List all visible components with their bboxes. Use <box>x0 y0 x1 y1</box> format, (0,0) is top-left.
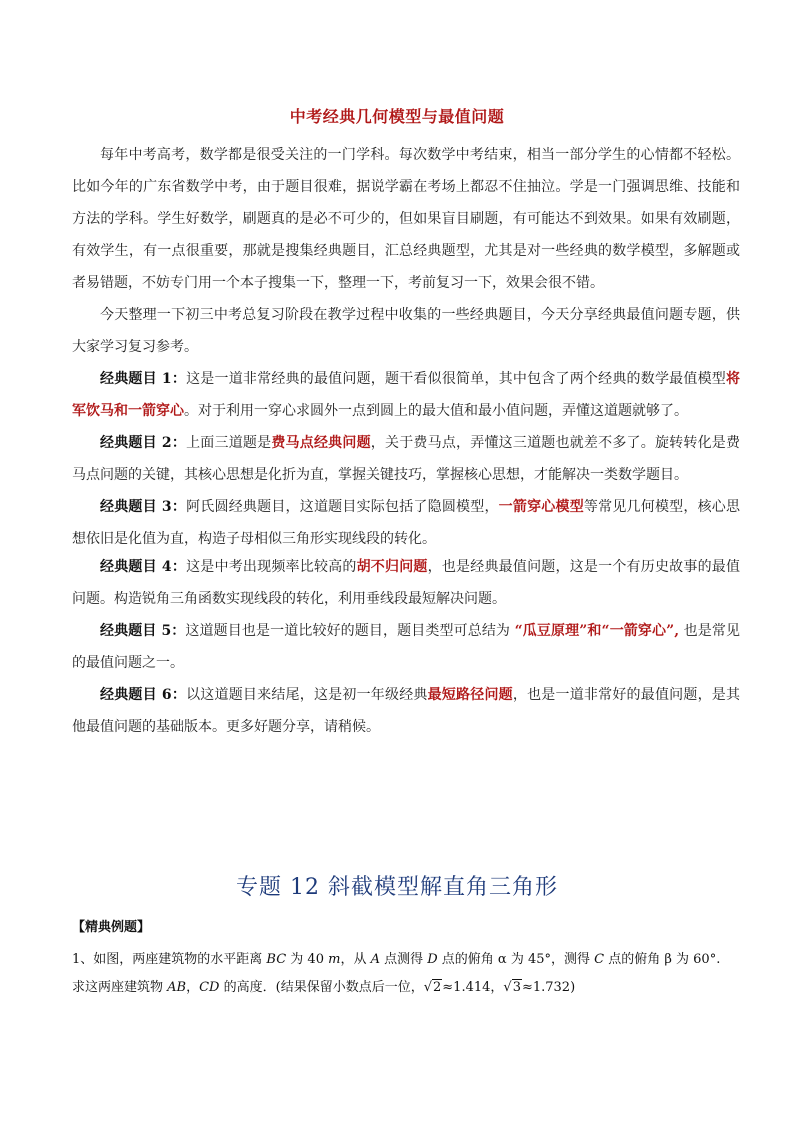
highlight-text: 费马点经典问题 <box>271 435 371 451</box>
item-label: 经典题目 2： <box>100 435 187 451</box>
classic-item-6: 经典题目 6：以这道题目来结尾，这是初一年级经典最短路径问题，也是一道非常好的最值问题，是其他最值问题的基础版本。更多好题分享，请稍候。 <box>72 687 740 735</box>
classic-item-4: 经典题目 4：这是中考出现频率比较高的胡不归问题，也是经典最值问题，这是一个有历史故事的最值问题。构造锐角三角函数实现线段的转化，利用垂线段最短解决问题。 <box>72 559 740 607</box>
intro-paragraph-2: 今天整理一下初三中考总复习阶段在教学过程中收集的一些经典题目，今天分享经典最值问题专题，供大家学习复习参考。 <box>72 307 740 355</box>
classic-item-5: 经典题目 5：这道题目也是一道比较好的题目，题目类型可总结为 “瓜豆原理”和“一箭穿心”, 也是常见的最值问题之一。 <box>72 623 741 671</box>
highlight-text: 将军饮马和一箭穿心 <box>72 371 740 419</box>
document-title: 中考经典几何模型与最值问题 <box>289 107 505 126</box>
highlight-text: 胡不归问题 <box>356 559 428 575</box>
item-label: 经典题目 5： <box>100 623 186 639</box>
question-line-2: 求这两座建筑物 AB，CD 的高度．(结果保留小数点后一位，√2≈1.414，√3≈1.732) <box>72 974 752 1002</box>
question-line-1: 1、如图，两座建筑物的水平距离 BC 为 40 m，从 A 点测得 D 点的俯角 α 为 45°，测得 C 点的俯角 β 为 60°. <box>72 952 721 967</box>
sqrt-3: √3 <box>503 980 521 995</box>
intro-paragraph: 每年中考高考，数学都是很受关注的一门学科。每次数学中考结束，相当一部分学生的心情都不轻松。比如今年的广东省数学中考，由于题目很难，据说学霸在考场上都忍不住抽泣。学是一门强调思维、技能和方法的学科。学生好数学，刷题真的是必不可少的，但如果盲目刷题，有可能达不到效果。如果有效刷题，有效学生，有一点很重要，那就是搜集经典题目，汇总经典题型，尤其是对一些经典的数学模型，多解题或者易错题，不妨专门用一个本子搜集一下，整理一下，考前复习一下，效果会很不错。 <box>72 147 740 291</box>
highlight-text: “瓜豆原理”和“一箭穿心”, <box>514 623 680 639</box>
section-title: 专题 12 斜截模型解直角三角形 <box>236 875 558 900</box>
item-label: 经典题目 3： <box>100 499 187 515</box>
item-label: 经典题目 1： <box>100 371 187 387</box>
example-tag: 【精典例题】 <box>72 920 151 935</box>
item-label: 经典题目 6： <box>100 687 187 703</box>
highlight-text: 最短路径问题 <box>427 687 513 703</box>
classic-item-2: 经典题目 2：上面三道题是费马点经典问题，关于费马点，弄懂这三道题也就差不多了。旋转转化是费马点问题的关键，其核心思想是化折为直，掌握关键技巧，掌握核心思想，才能解决一类数学题目。 <box>72 435 741 483</box>
sqrt-2: √2 <box>423 980 442 995</box>
question-1 <box>72 946 752 1002</box>
highlight-text: 一箭穿心模型 <box>498 499 584 515</box>
item-label: 经典题目 4： <box>100 559 187 575</box>
classic-item-1: 经典题目 1：这是一道非常经典的最值问题，题干看似很简单，其中包含了两个经典的数学最值模型将军饮马和一箭穿心。对于利用一穿心求圆外一点到圆上的最大值和最小值问题，弄懂这道题就够了。 <box>72 371 740 419</box>
classic-item-3: 经典题目 3：阿氏圆经典题目，这道题目实际包括了隐圆模型，一箭穿心模型等常见几何模型，核心思想依旧是化值为直，构造子母相似三角形实现线段的转化。 <box>72 499 741 547</box>
